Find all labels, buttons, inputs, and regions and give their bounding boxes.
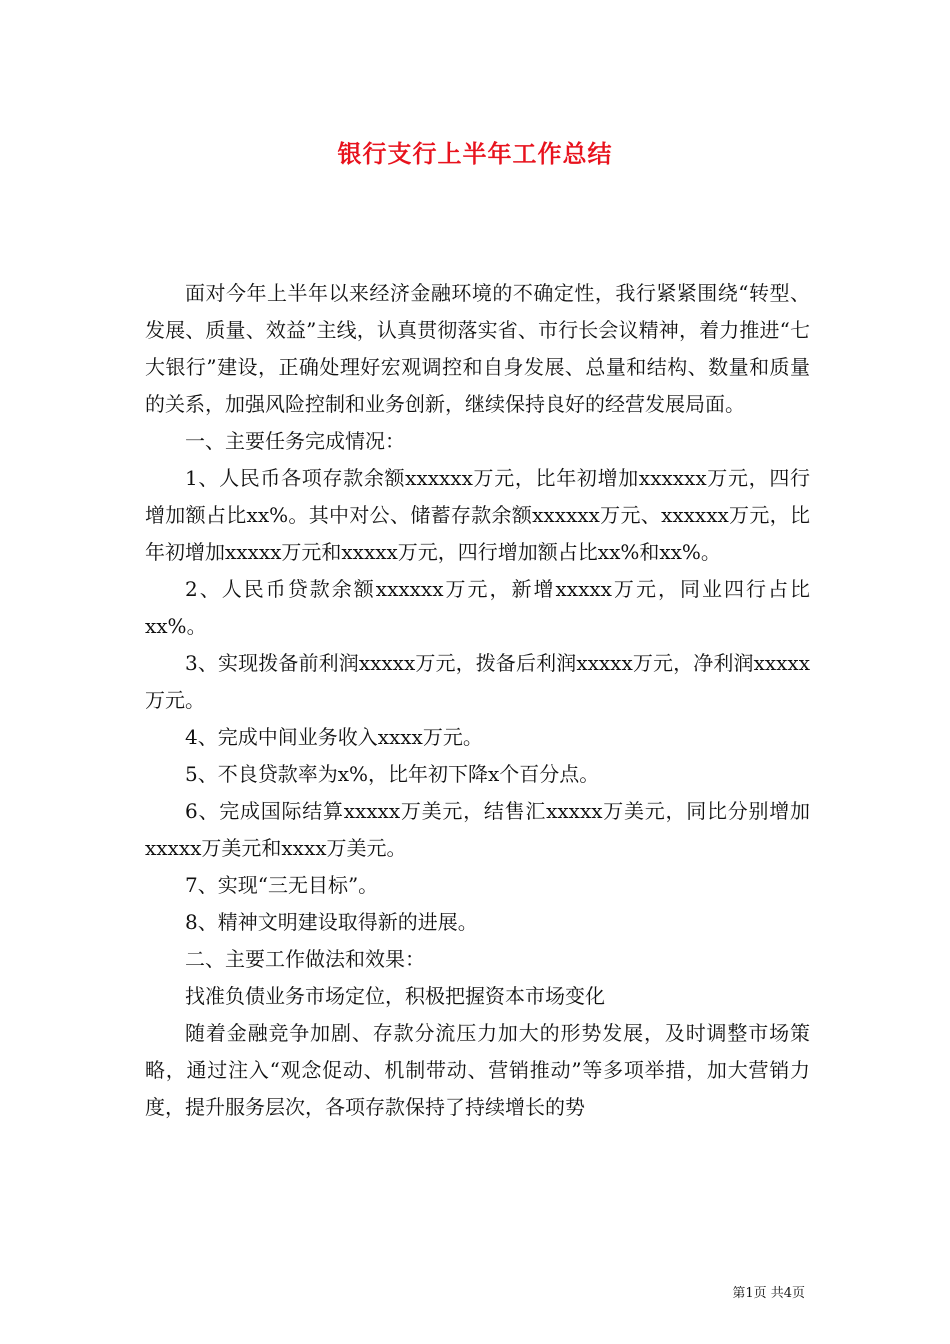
list-item-3: 3、实现拨备前利润xxxxx万元，拨备后利润xxxxx万元，净利润xxxxx万元。 [145,651,810,712]
list-item-1: 1、人民币各项存款余额xxxxxx万元，比年初增加xxxxxx万元，四行增加额占比xx%。其中对公、储蓄存款余额xxxxxx万元、xxxxxx万元，比年初增加xxxxx万元和xxxxx万元，四行增加额占比xx%和xx%。 [145,466,810,564]
list-item-2: 2、人民币贷款余额xxxxxx万元，新增xxxxx万元，同业四行占比xx%。 [145,577,810,638]
section-heading-1: 一、主要任务完成情况： [185,429,405,453]
list-item-5: 5、不良贷款率为x%，比年初下降x个百分点。 [185,762,600,786]
document-body [145,275,810,1126]
page-number-footer: 第1页 共4页 [732,1286,805,1301]
section-heading-2: 二、主要工作做法和效果： [185,947,425,971]
list-item-6: 6、完成国际结算xxxxx万美元，结售汇xxxxx万美元，同比分别增加xxxxx万美元和xxxx万美元。 [145,799,810,860]
list-item-8: 8、精神文明建设取得新的进展。 [185,910,478,934]
list-item-4: 4、完成中间业务收入xxxx万元。 [185,725,483,749]
body-paragraph: 随着金融竞争加剧、存款分流压力加大的形势发展，及时调整市场策略，通过注入“观念促动、机制带动、营销推动”等多项举措，加大营销力度，提升服务层次，各项存款保持了持续增长的势 [145,1021,810,1119]
list-item-7: 7、实现“三无目标”。 [185,873,379,897]
page-title: 银行支行上半年工作总结 [337,139,613,168]
intro-paragraph: 面对今年上半年以来经济金融环境的不确定性，我行紧紧围绕“转型、发展、质量、效益”主线，认真贯彻落实省、市行长会议精神，着力推进“七大银行”建设，正确处理好宏观调控和自身发展、总量和结构、数量和质量的关系，加强风险控制和业务创新，继续保持良好的经营发展局面。 [145,281,810,416]
subheading: 找准负债业务市场定位，积极把握资本市场变化 [185,984,605,1008]
